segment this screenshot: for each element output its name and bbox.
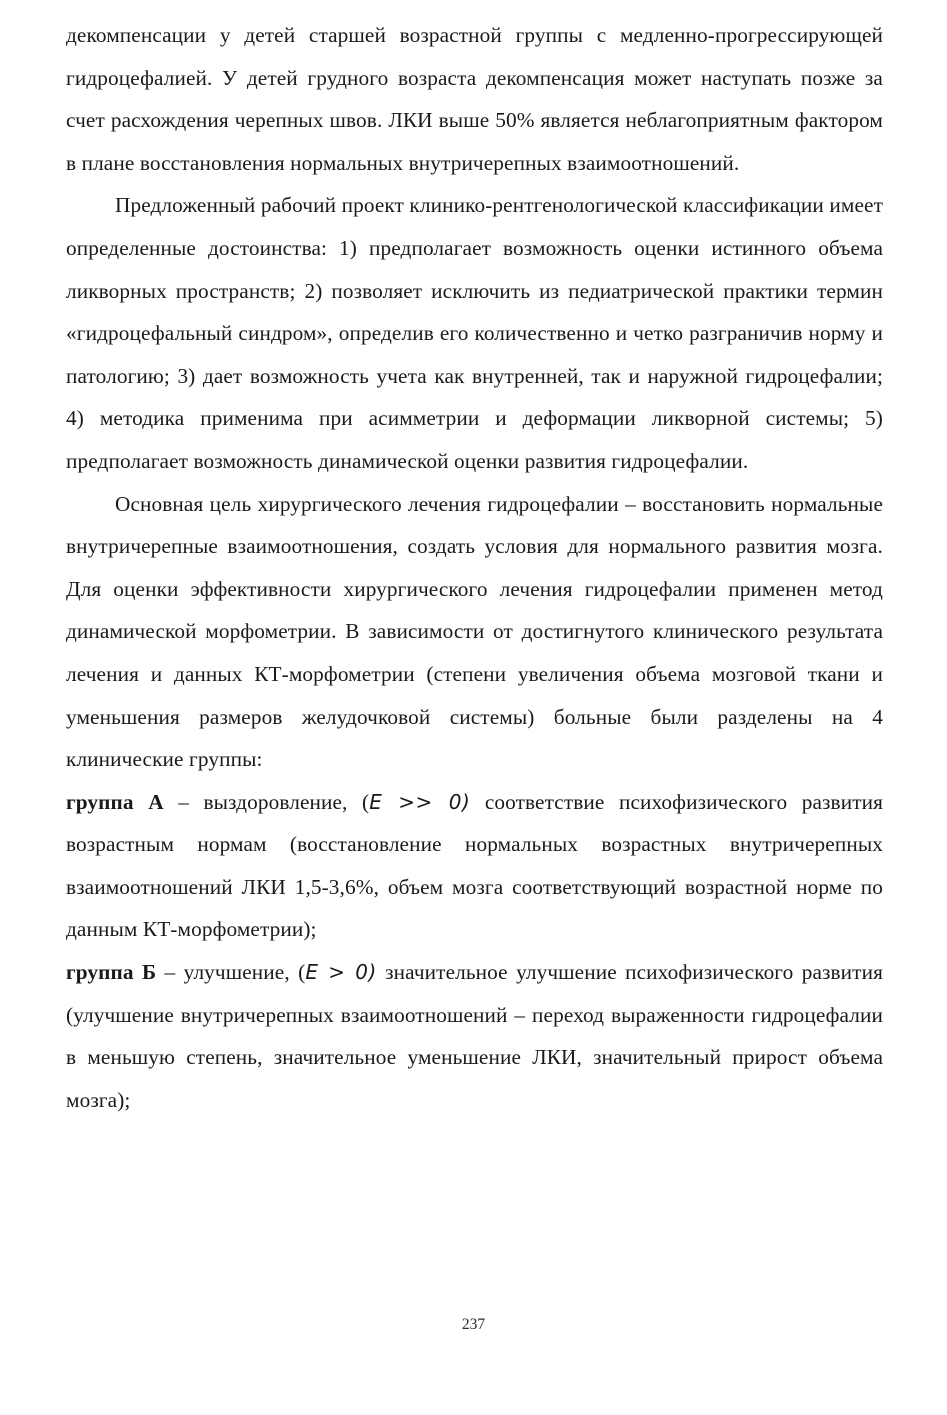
paragraph-decompensation: декомпенсации у детей старшей возрастной группы с медленно-прогрессирующей гидроцефалией. У детей грудного возраста декомпенсация может наступать позже за счет расхождения черепных швов. ЛКИ выше 50% является неблагоприятным фактором в плане восстановления нормальных внутричерепных взаимоотношений. bbox=[66, 23, 883, 175]
group-a-text: соответствие психофизического развития возрастным нормам (восстановление нормальных возрастных внутричерепных взаимоотношений ЛКИ 1,5-3,6%, объем мозга соответствующий возрастной норме по данным КТ-морфометрии); bbox=[66, 789, 883, 942]
group-a-item bbox=[66, 781, 883, 951]
group-a-label: группа А bbox=[66, 789, 164, 814]
paragraph-classification-advantages: Предложенный рабочий проект клинико-рентгенологической классификации имеет определенные достоинства: 1) предполагает возможность оценки истинного объема ликворных пространств; 2) позволяет исключить из педиатрической практики термин «гидроцефальный синдром», определив его количественно и четко разграничив норму и патологию; 3) дает возможность учета как внутренней, так и наружной гидроцефалии; 4) методика применима при асимметрии и деформации ликворной системы; 5) предполагает возможность динамической оценки развития гидроцефалии. bbox=[66, 193, 883, 473]
paragraph-surgical-goal: Основная цель хирургического лечения гидроцефалии – восстановить нормальные внутричерепные взаимоотношения, создать условия для нормального развития мозга. Для оценки эффективности хирургического лечения гидроцефалии применен метод динамической морфометрии. В зависимости от достигнутого клинического результата лечения и данных КТ-морфометрии (степени увеличения объема мозговой ткани и уменьшения размеров желудочковой системы) больные были разделены на 4 клинические группы: bbox=[66, 491, 883, 772]
group-b-item bbox=[66, 951, 883, 1121]
document-page bbox=[66, 14, 883, 1121]
group-a-formula: E >> 0) bbox=[369, 789, 471, 814]
group-b-formula: E > 0) bbox=[305, 960, 377, 985]
group-b-label: группа Б bbox=[66, 960, 157, 985]
group-b-text: значительное улучшение психофизического развития (улучшение внутричерепных взаимоотношений – переход выраженности гидроцефалии в меньшую степень, значительное уменьшение ЛКИ, значительный прирост объема мозга); bbox=[66, 960, 883, 1112]
page-number: 237 bbox=[461, 1316, 486, 1333]
group-a-lead: – выздоровление, ( bbox=[163, 789, 370, 814]
group-b-lead: – улучшение, ( bbox=[156, 960, 306, 985]
